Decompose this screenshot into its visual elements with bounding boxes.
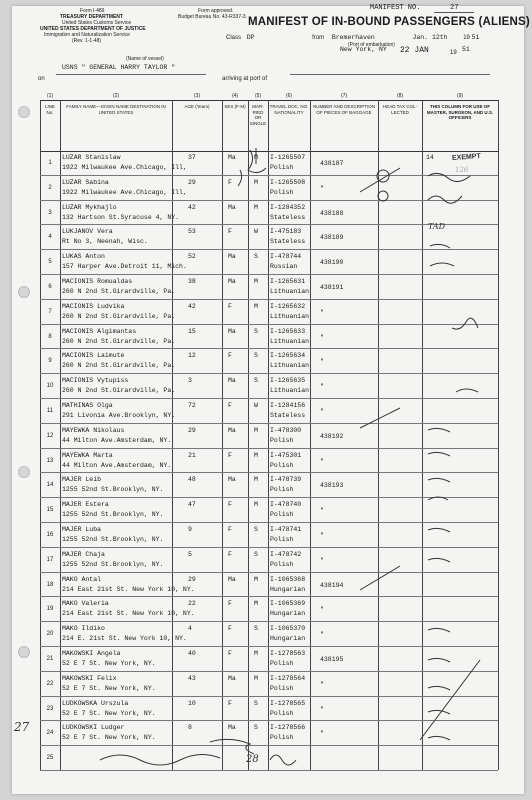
passenger-name: LUKJANOV Vera (62, 228, 113, 236)
baggage: 438195 (320, 656, 344, 663)
passenger-name: MAJER Chaja (62, 550, 105, 558)
treasury-dept: TREASURY DEPARTMENT (60, 14, 123, 20)
destination: 52 E 7 St. New York, NY. (62, 684, 156, 692)
age: 29 (188, 575, 196, 583)
travel-doc: I-478300 (270, 426, 302, 434)
destination: 1922 Milwaukee Ave.Chicago, Ill, (62, 188, 187, 196)
nationality: Stateless (270, 213, 306, 221)
baggage: " (320, 680, 324, 688)
column-number: (4) (231, 93, 239, 99)
age: 12 (188, 352, 196, 360)
note-tad: TAD (428, 222, 446, 231)
travel-doc: I-1265631 (270, 278, 306, 285)
age: 22 (188, 600, 196, 608)
column-number: (5) (254, 93, 262, 99)
marital-status: M (254, 451, 258, 459)
line-number: 19 (46, 606, 54, 613)
passenger-name: LUDKOWSKI Ludger (62, 724, 125, 732)
destination: 214 East 21st St. New York 10, NY. (62, 585, 195, 593)
nationality: Polish (270, 436, 294, 444)
travel-doc: I-1265633 (270, 327, 306, 335)
travel-doc: I-1265635 (270, 377, 306, 385)
slash (360, 168, 400, 192)
passenger-name: MACIONIS Romualdas (62, 278, 133, 285)
column-header: FAMILY NAME—GIVEN NAME DESTINATION IN UNITED STATES (66, 104, 166, 115)
sex: F (228, 501, 232, 509)
vessel-name: USNS " GENERAL HARRY TAYLOR " (62, 64, 176, 71)
baggage: " (320, 705, 324, 713)
destination: 52 E 7 St. New York, NY. (62, 660, 156, 667)
column-header: HEAD TAX COL-LECTED (382, 104, 418, 115)
baggage: " (320, 358, 324, 366)
age: 38 (188, 278, 196, 285)
marital-status: M (254, 650, 258, 657)
nationality: Stateless (270, 238, 306, 246)
column-number: (9) (456, 93, 464, 99)
nationality: Polish (270, 709, 294, 717)
revision: (Rev. 1-1-48) (72, 38, 102, 44)
destination: 291 Livonia Ave.Brooklyn, NY. (62, 412, 176, 419)
sex: Ma (228, 674, 236, 682)
baggage: " (320, 457, 324, 465)
marital-status: M (254, 154, 258, 161)
mark-circle (378, 191, 388, 201)
column-number: (8) (396, 93, 404, 99)
age: 72 (188, 402, 196, 409)
travel-doc: I-1265632 (270, 302, 306, 310)
scribble (428, 628, 450, 662)
class-value: DP (246, 34, 255, 41)
marital-status: M (254, 674, 258, 682)
line-number: 17 (46, 556, 54, 563)
baggage: " (320, 532, 324, 539)
column-number: (7) (340, 93, 348, 99)
column-header: AGE (Years) (184, 104, 210, 109)
passenger-name: MAYEWKA Marta (62, 451, 113, 459)
slash (360, 408, 400, 428)
note-28: 28 (246, 754, 259, 765)
age: 9 (188, 526, 192, 533)
column-header: NUMBER AND DESCRIPTION OF PIECES OF BAGGAGE (312, 104, 375, 115)
line-number: 23 (46, 705, 54, 712)
age: 52 (188, 253, 196, 261)
passenger-name: MACIONIS Ludvika (62, 302, 125, 310)
sex: Ma (228, 377, 236, 385)
passenger-name: MACIONIS Vytupiss (62, 377, 129, 385)
marital-status: M (254, 575, 258, 583)
marital-status: W (254, 228, 258, 236)
marital-status: M (254, 178, 258, 186)
travel-doc: I-478744 (270, 253, 302, 261)
marital-status: S (254, 253, 258, 261)
age: 42 (188, 203, 196, 211)
line-number: 12 (46, 432, 54, 439)
baggage: 438189 (320, 234, 344, 242)
nationality: Polish (270, 684, 294, 692)
page-title: MANIFEST OF IN-BOUND PASSENGERS (ALIENS) (248, 16, 530, 28)
baggage: 438190 (320, 259, 344, 267)
scribble (428, 528, 450, 562)
age: 53 (188, 228, 196, 236)
scribble (428, 452, 450, 456)
nationality: Polish (270, 486, 294, 494)
column-number: (2) (112, 93, 120, 99)
line-number: 9 (48, 358, 52, 365)
line-number: 18 (46, 581, 54, 588)
baggage: " (320, 383, 324, 391)
line-number: 25 (46, 755, 54, 762)
age: 37 (188, 154, 196, 161)
age-scribble (238, 170, 242, 186)
nationality: Hungarian (270, 635, 306, 643)
nationality: Lithuanian (270, 362, 310, 370)
column-header: THIS COLUMN FOR USE OF MASTER, SURGEON, AND U.S. OFFICERS (426, 104, 494, 120)
destination: 52 E 7 St. New York, NY. (62, 709, 156, 717)
age: 5 (188, 550, 192, 558)
sex: F (228, 178, 232, 186)
travel-doc: I-1065368 (270, 575, 306, 583)
scribble (430, 244, 450, 248)
age-scribble (248, 148, 266, 173)
marital-status: M (254, 302, 258, 310)
age: 21 (188, 451, 196, 459)
scribble (430, 263, 454, 266)
destination: 214 East 21st St. New York 10, NY. (62, 610, 195, 618)
destination: 260 N 2nd St.Girardville, Pa. (62, 312, 176, 320)
port-note: (Port of embarkation) (348, 42, 395, 48)
line-number: 1 (48, 160, 52, 166)
official-scribbles (100, 148, 480, 765)
from-port: Bremerhaven (331, 34, 375, 41)
line-number: 4 (48, 234, 52, 241)
age: 4 (188, 625, 192, 633)
marital-status: M (254, 426, 258, 434)
sex: F (228, 526, 232, 533)
on-label: on (38, 76, 45, 82)
nationality: Hungarian (270, 610, 306, 618)
destination: 260 N 2nd St.Girardville, Pa. (62, 288, 176, 295)
scribble (428, 196, 462, 203)
arrival-date: 22 JAN (400, 46, 429, 55)
arrival-year-prefix: 19 (450, 50, 457, 56)
age: 15 (188, 327, 196, 335)
travel-doc: I-1284352 (270, 203, 306, 211)
travel-doc: I-475301 (270, 451, 302, 459)
marital-status: S (254, 377, 258, 385)
baggage: 438188 (320, 209, 344, 217)
sex: Ma (228, 575, 236, 583)
passenger-name: MAKO Valeria (62, 600, 109, 608)
marital-status: M (254, 203, 258, 211)
travel-doc: I-1265634 (270, 352, 306, 360)
column-header: TRAVEL DOC. NO. NATIONALITY (269, 104, 309, 115)
travel-doc: I-1065370 (270, 625, 306, 633)
passenger-name: LUZAR Sabina (62, 178, 109, 186)
scribble (456, 389, 478, 392)
passenger-name: MAYEWKA Nikolaus (62, 426, 125, 434)
line-number: 3 (48, 209, 52, 216)
line-number: 14 (46, 482, 54, 489)
travel-doc: I-1278563 (270, 650, 306, 657)
passenger-name: LUKAS Anton (62, 253, 105, 261)
age: 8 (188, 724, 192, 732)
passenger-name: MAJER Leib (62, 476, 102, 484)
marital-status: S (254, 550, 258, 558)
sex: F (228, 302, 232, 310)
marital-status: S (254, 352, 258, 360)
column-header: MAR-RIED OR SINGLE (249, 104, 267, 126)
line-number: 15 (46, 507, 54, 514)
sex: Ma (228, 724, 236, 732)
marital-status: W (254, 402, 258, 409)
line-number: 5 (48, 259, 52, 266)
travel-doc: I-1278564 (270, 674, 306, 682)
scribble (428, 478, 450, 500)
passenger-name: MAKOWSKI Angela (62, 650, 121, 657)
nationality: Polish (270, 164, 294, 171)
marital-status: M (254, 476, 258, 484)
marital-status: M (254, 600, 258, 608)
customs-service: United States Customs Service (62, 20, 132, 26)
age: 42 (188, 302, 196, 310)
marital-status: S (254, 327, 258, 335)
destination: 1255 52nd St.Brooklyn, NY. (62, 511, 164, 519)
destination: 52 E 7 St. New York, NY. (62, 734, 156, 742)
destination: 260 N 2nd St.Girardville, Pa. (62, 362, 176, 370)
passenger-name: LUZAR Mykhajlo (62, 203, 117, 211)
travel-doc: I-478741 (270, 526, 302, 533)
travel-doc: I-478742 (270, 550, 302, 558)
line-number: 6 (48, 284, 52, 290)
column-header: SEX (F-M) (224, 104, 246, 109)
travel-doc: I-478739 (270, 476, 302, 484)
manifest-number: MANIFEST NO. 27 (370, 4, 474, 13)
travel-doc: I-478740 (270, 501, 302, 509)
passenger-name: MACIONIS Algimantas (62, 327, 137, 335)
marital-status: S (254, 526, 258, 533)
baggage: " (320, 730, 324, 738)
sex: F (228, 550, 232, 558)
destination: 260 N 2nd St.Girardville, Pa. (62, 387, 176, 395)
baggage: 438194 (320, 581, 344, 589)
margin-note-27: 27 (14, 720, 30, 734)
nationality: Russian (270, 263, 298, 271)
form-number: Form I-489 (80, 8, 105, 14)
marital-status: M (254, 501, 258, 509)
scribble (452, 318, 478, 329)
marital-status: S (254, 625, 258, 633)
baggage: 438187 (320, 160, 344, 167)
travel-doc: I-475183 (270, 228, 302, 236)
age: 3 (188, 377, 192, 385)
nationality: Polish (270, 461, 294, 469)
passenger-name: MAKO Antal (62, 575, 102, 583)
baggage: " (320, 606, 324, 614)
passenger-name: MAJER Luba (62, 526, 102, 533)
doj: UNITED STATES DEPARTMENT OF JUSTICE (40, 26, 146, 32)
sex: F (228, 228, 232, 236)
budget-bureau: Budget Bureau No. 43-R337-3. (178, 14, 247, 20)
baggage: " (320, 507, 324, 515)
nationality: Lithuanian (270, 312, 310, 320)
nationality: Polish (270, 511, 294, 519)
from-year: 51 (471, 34, 480, 41)
line-number: 20 (46, 631, 54, 638)
nationality: Polish (270, 734, 294, 742)
manifest-number-value: 27 (434, 4, 474, 13)
signature (100, 754, 220, 765)
sex: F (228, 451, 232, 459)
baggage: 438192 (320, 432, 344, 440)
nationality: Polish (270, 660, 294, 667)
nationality: Polish (270, 188, 294, 196)
line-number: 8 (48, 333, 52, 340)
column-header: LINE No. (44, 104, 55, 115)
age: 10 (188, 699, 196, 707)
sex: Ma (228, 476, 236, 484)
baggage: " (320, 184, 324, 192)
nationality: Polish (270, 560, 294, 568)
slash (420, 660, 480, 740)
sex: F (228, 625, 232, 633)
passenger-name: LUZAR Stanislaw (62, 154, 121, 161)
from-date: Jan. 12th (412, 34, 448, 41)
line-number: 7 (48, 308, 52, 315)
line-number: 11 (46, 408, 54, 414)
marital-status: S (254, 699, 258, 707)
column-number: (1) (46, 93, 54, 99)
baggage: " (320, 308, 324, 316)
arriving-label: arriving at port of (222, 76, 268, 82)
arrival-year: 51 (462, 46, 470, 53)
sex: F (228, 650, 232, 657)
line-number: 16 (46, 532, 54, 538)
line-number: 22 (46, 680, 54, 687)
ins: Immigration and Naturalization Service (44, 32, 130, 38)
sex: Ma (228, 327, 236, 335)
sex: Ma (228, 203, 236, 211)
age: 29 (188, 426, 196, 434)
travel-doc: I-1265507 (270, 154, 306, 161)
passenger-name: LUDKOWSKA Urszula (62, 699, 129, 707)
marital-status: S (254, 724, 258, 732)
baggage: " (320, 333, 324, 341)
class-line: Class DP from Bremerhaven Jan. 12th 19 51 (226, 34, 480, 41)
destination: 260 N 2nd St.Girardville, Pa. (62, 337, 176, 345)
signature (270, 755, 296, 765)
line-number: 13 (46, 457, 54, 464)
nationality: Polish (270, 536, 294, 543)
exempt-stamp: EXEMPT (451, 153, 482, 162)
age: 43 (188, 674, 196, 682)
sex: Ma (228, 154, 236, 161)
line-number: 21 (46, 656, 54, 662)
nationality: Lithuanian (270, 288, 310, 295)
sex: Ma (228, 278, 236, 285)
travel-doc: I-1065369 (270, 600, 306, 608)
line-number: 24 (46, 730, 54, 737)
nationality: Hungarian (270, 585, 306, 593)
passenger-name: MATHINAS Olga (62, 402, 113, 409)
destination: 44 Milton Ave.Amsterdam, NY. (62, 461, 172, 469)
destination: 1255 52nd St.Brooklyn, NY. (62, 536, 164, 543)
nationality: Lithuanian (270, 387, 310, 395)
nationality: Lithuanian (270, 337, 310, 345)
age: 47 (188, 501, 196, 509)
travel-doc: I-1265508 (270, 178, 306, 186)
destination: 132 Hartson St.Syracuse 4, NY. (62, 213, 180, 221)
destination: Rt No 3, Neenah, Wisc. (62, 238, 148, 246)
sex: F (228, 600, 232, 608)
destination: 1255 52nd St.Brooklyn, NY. (62, 560, 164, 568)
line-number: 2 (48, 184, 52, 191)
baggage: 438191 (320, 284, 344, 291)
column-number: (6) (285, 93, 293, 99)
sex: Ma (228, 253, 236, 261)
destination: 1922 Milwaukee Ave.Chicago, Ill, (62, 164, 187, 171)
sex: Ma (228, 426, 236, 434)
vessel-label: (Name of vessel) (126, 56, 164, 62)
passenger-name: MAJER Estera (62, 501, 109, 509)
marital-status: M (254, 278, 258, 285)
baggage: " (320, 556, 324, 564)
baggage: 438193 (320, 482, 344, 490)
sex: F (228, 699, 232, 707)
age: 29 (188, 178, 196, 186)
baggage: " (320, 631, 324, 639)
passenger-name: MAKO Ildiko (62, 625, 105, 633)
destination: 1255 52nd St.Brooklyn, NY. (62, 486, 164, 494)
column-number: (3) (193, 93, 201, 99)
sex: F (228, 402, 232, 409)
form-approved: Form approved. (198, 8, 234, 14)
line-number: 10 (46, 383, 54, 390)
destination: 157 Harper Ave.Detroit 11, Mich. (62, 263, 187, 271)
age: 40 (188, 650, 196, 657)
destination: 214 E. 21st St. New York 10, NY. (62, 635, 187, 643)
officer-note: 14 (426, 154, 434, 161)
age: 48 (188, 476, 196, 484)
passenger-name: MACIONIS Laimute (62, 352, 125, 360)
scribble (428, 686, 450, 740)
note-126: 126 (455, 166, 469, 174)
sex: F (228, 352, 232, 360)
travel-doc: I-1278565 (270, 699, 306, 707)
destination: 44 Milton Ave.Amsterdam, NY. (62, 436, 172, 444)
travel-doc: I-1284156 (270, 402, 306, 409)
travel-doc: I-1278566 (270, 724, 306, 732)
passenger-name: MAKOWSKI Felix (62, 674, 117, 682)
scribble (428, 428, 450, 432)
slash (360, 566, 400, 590)
nationality: Stateless (270, 412, 306, 419)
baggage: " (320, 408, 324, 415)
scribble (428, 173, 470, 181)
signature-line (210, 739, 254, 754)
arrival-port: New York, NY (340, 46, 387, 53)
